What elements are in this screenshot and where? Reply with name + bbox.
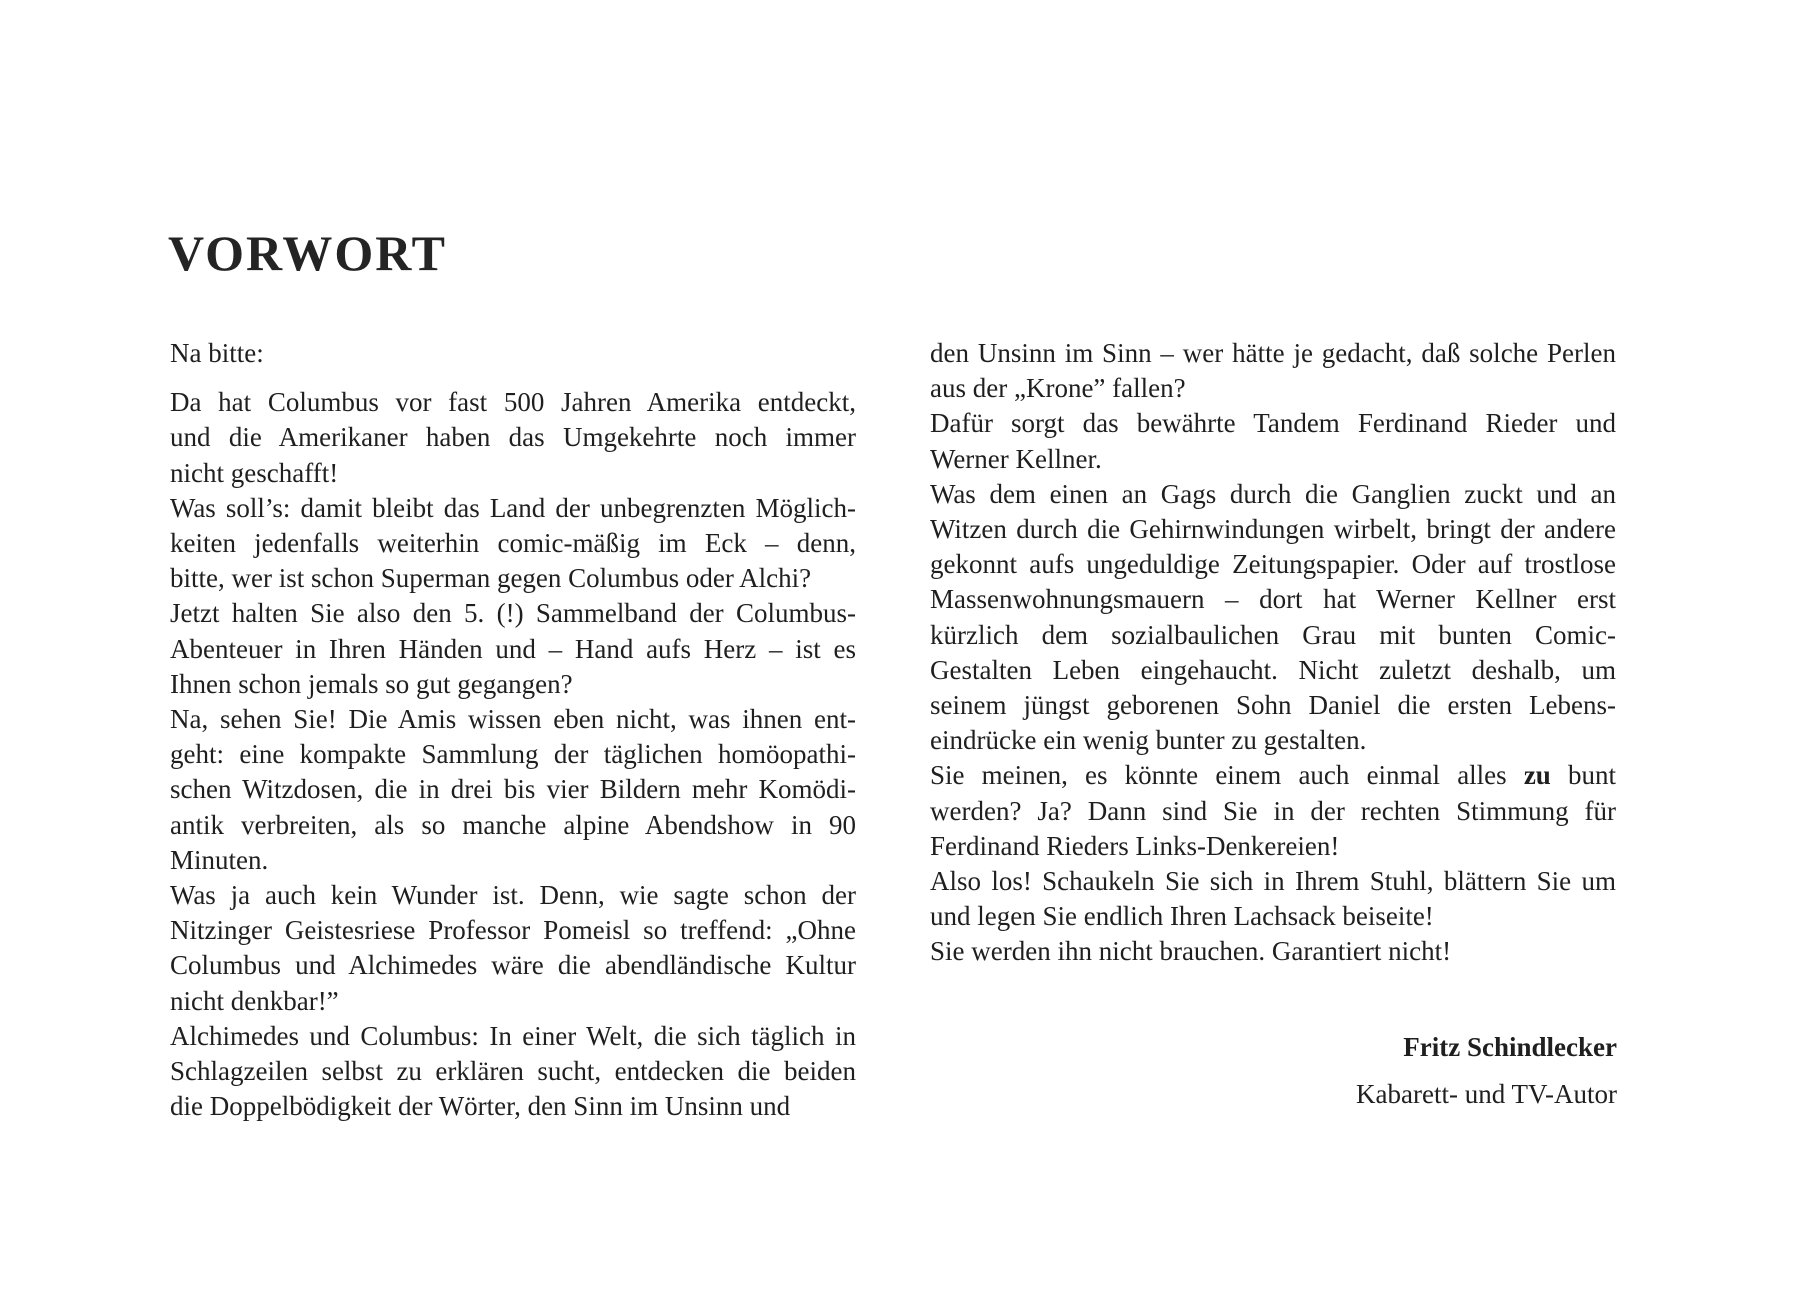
paragraph — [170, 878, 856, 1019]
page-title: VORWORT — [168, 225, 447, 281]
text-line: geht: eine kompakte Sammlung der täglichen homöopathi- — [170, 739, 856, 770]
text-line: Witzen durch die Gehirnwindungen wirbelt, bringt der andere — [930, 514, 1616, 545]
paragraph — [170, 1019, 856, 1125]
text-line: Was ja auch kein Wunder ist. Denn, wie sagte schon der — [170, 880, 856, 911]
text-line: und die Amerikaner haben das Umgekehrte noch immer — [170, 422, 856, 453]
text-line: Was soll’s: damit bleibt das Land der unbegrenzten Möglich- — [170, 492, 856, 523]
right-column — [930, 336, 1616, 970]
paragraph — [930, 336, 1616, 406]
paragraph — [930, 477, 1616, 759]
text-line: Minuten. — [170, 844, 269, 875]
text-line: Jetzt halten Sie also den 5. (!) Sammelband der Columbus- — [170, 598, 856, 629]
text-line: Da hat Columbus vor fast 500 Jahren Amerika entdeckt, — [170, 387, 856, 418]
paragraph — [170, 596, 856, 702]
text-line: Na, sehen Sie! Die Amis wissen eben nicht, was ihnen ent- — [170, 704, 856, 735]
text-line: die Doppelbödigkeit der Wörter, den Sinn im Unsinn und — [170, 1091, 791, 1122]
paragraph — [170, 385, 856, 491]
text-line: eindrücke ein wenig bunter zu gestalten. — [930, 725, 1367, 756]
text-line: Dafür sorgt das bewährte Tandem Ferdinand Rieder und — [930, 408, 1616, 439]
paragraph — [170, 491, 856, 597]
text-line: aus der „Krone” fallen? — [930, 373, 1186, 404]
signature-block — [1356, 1030, 1617, 1112]
right-paragraphs — [930, 336, 1616, 970]
text-line: Werner Kellner. — [930, 443, 1102, 474]
paragraph — [930, 934, 1616, 969]
text-line: Gestalten Leben eingehaucht. Nicht zuletzt deshalb, um — [930, 654, 1616, 685]
text-line: nicht geschafft! — [170, 457, 339, 488]
author-name: Fritz Schindlecker — [1403, 1032, 1617, 1062]
text-line: Was dem einen an Gags durch die Ganglien zuckt und an — [930, 478, 1616, 509]
paragraph — [930, 758, 1616, 864]
left-column — [170, 336, 856, 1124]
text-line: Ihnen schon jemals so gut gegangen? — [170, 668, 573, 699]
text-line: Ferdinand Rieders Links-Denkereien! — [930, 830, 1340, 861]
paragraph — [170, 702, 856, 878]
author-role: Kabarett- und TV-Autor — [1356, 1079, 1617, 1109]
greeting: Na bitte: — [170, 338, 264, 368]
text-line: nicht denkbar!” — [170, 985, 339, 1016]
text-line: antik verbreiten, als so manche alpine Abendshow in 90 — [170, 809, 856, 840]
text-line: schen Witzdosen, die in drei bis vier Bildern mehr Komödi- — [170, 774, 856, 805]
text-line: werden? Ja? Dann sind Sie in der rechten Stimmung für — [930, 795, 1616, 826]
text-line: gekonnt aufs ungeduldige Zeitungspapier. Oder auf trostlose — [930, 549, 1616, 580]
text-line: kürzlich dem sozialbaulichen Grau mit bunten Comic- — [930, 619, 1616, 650]
text-line: seinem jüngst geborenen Sohn Daniel die ersten Lebens- — [930, 690, 1616, 721]
text-line: Massenwohnungsmauern – dort hat Werner Kellner erst — [930, 584, 1616, 615]
paragraph — [930, 406, 1616, 476]
text-line: Columbus und Alchimedes wäre die abendländische Kultur — [170, 950, 856, 981]
paragraph — [930, 864, 1616, 934]
text-line: und legen Sie endlich Ihren Lachsack beiseite! — [930, 901, 1434, 932]
text-line: Alchimedes und Columbus: In einer Welt, die sich täglich in — [170, 1020, 856, 1051]
text-line: bitte, wer ist schon Superman gegen Columbus oder Alchi? — [170, 563, 812, 594]
left-paragraphs — [170, 385, 856, 1124]
text-line: Schlagzeilen selbst zu erklären sucht, entdecken die beiden — [170, 1056, 856, 1087]
text-line: Also los! Schaukeln Sie sich in Ihrem Stuhl, blättern Sie um — [930, 866, 1616, 897]
text-line: Nitzinger Geistesriese Professor Pomeisl so treffend: „Ohne — [170, 915, 856, 946]
text-line: den Unsinn im Sinn – wer hätte je gedacht, daß solche Perlen — [930, 338, 1616, 368]
text-line: Sie meinen, es könnte einem auch einmal alles zu bunt — [930, 760, 1616, 791]
text-line: Sie werden ihn nicht brauchen. Garantiert nicht! — [930, 936, 1452, 967]
text-line: Abenteuer in Ihren Händen und – Hand aufs Herz – ist es — [170, 633, 856, 664]
text-line: keiten jedenfalls weiterhin comic-mäßig im Eck – denn, — [170, 528, 856, 559]
